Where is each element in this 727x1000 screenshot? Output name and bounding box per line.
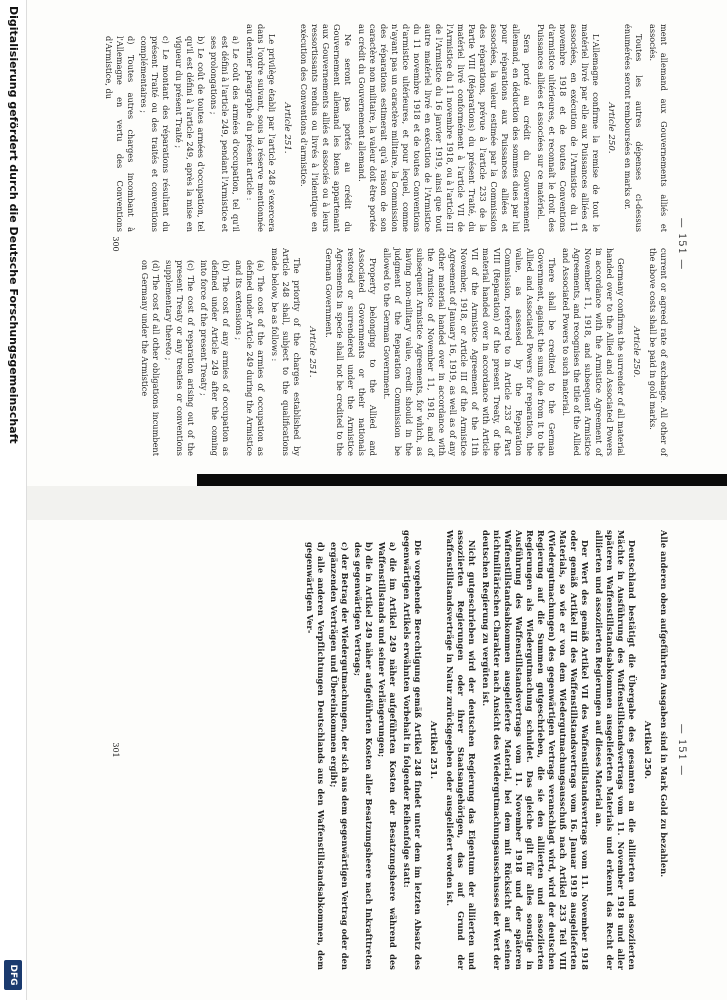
paragraph: Le privilège établi par l'article 248 s'exercera dans l'ordre suivant, sous la réserve mentionnée au dernier paragraphe du présent article : <box>245 24 277 232</box>
page-right <box>111 530 687 970</box>
paragraph: Sera porté au crédit du Gouvernement allemand, en déduction des sommes dues par lui pour réparations aux Puissances alliées et associées, la valeur estimée par la Commission des réparations, prévue à l'article 233 de la Partie VIII (Réparations) du présent Traité, du matériel livré conformément à l'article VII de l'Armistice du 11 novembre 1918, ou à l'article III de l'Armistice du 16 janvier 1919, ainsi que tout autre matériel livré en exécution de l'Armistice du 11 novembre 1918 et de toutes Conventions d'armistice ultérieures, et pour lequel, comme n'ayant pas un caractère militaire, la Commission des réparations estimerait qu'à raison de son caractère non militaire, la valeur doit être portée au crédit du Gouvernement allemand. <box>357 24 532 232</box>
column-english <box>137 248 669 456</box>
article-heading: Artikel 251. <box>428 720 438 780</box>
paragraph: L'Allemagne confirme la remise de tout le matériel livré par elle aux Puissances alliées et associées, en exécution de l'Armistice du 11 novembre 1918 et de toutes Conventions d'armistice ultérieures, et reconnaît le droit des Puissances alliées et associées sur ce matériel. <box>536 24 601 232</box>
page-left <box>104 24 687 464</box>
page-gutter <box>0 486 727 520</box>
paragraph: Toutes les autres dépenses ci-dessus énumérées seront remboursées en marks or. <box>623 24 644 232</box>
list-item: (b) The cost of any armies of occupation as defined under Article 249 after the coming into force of the present Treaty ; <box>199 260 231 456</box>
paragraph: Deutschland bestätigt die Übergabe des gesamten an die alliierten und assoziierten Mächte in Ausführung des Waffenstillstandsvertrags vom 11. November 1918 und aller späteren Waffenstillstandsabkommen ausgelieferten Materials und erkennt das Recht der alliierten und assoziierten Regierungen auf dieses Material an. <box>594 530 637 970</box>
paragraph: Nicht gutgeschrieben wird der deutschen Regierung das Eigentum der alliierten und assoziierten Regierungen oder ihrer Staatsangehörigen, das auf Grund der Waffenstillstandsverträge in Natur zurückgegeben oder ausgeliefert worden ist. <box>445 530 477 970</box>
list-item: c) Le montant des réparations résultant du présent Traité ou des traités et conventions complémentaires ; <box>139 36 171 232</box>
article-heading: Artikel 250. <box>642 720 652 780</box>
list-item: (d) The cost of all other obligations incumbent on Germany under the Armistice <box>140 260 161 456</box>
page-number: — 151 — <box>676 723 687 777</box>
paragraph: ment allemand aux Gouvernements alliés et associés. <box>648 24 669 232</box>
paragraph: Alle anderen oben aufgeführten Ausgaben sind in Mark Gold zu bezahlen. <box>659 530 669 878</box>
credit-bar <box>0 0 27 1000</box>
article-heading: Article 250. <box>606 102 616 154</box>
list-item: b) die in Artikel 249 näher aufgeführten Kosten aller Besatzungsheere nach Inkrafttreten des gegenwärtigen Vertrags; <box>353 542 374 970</box>
article-heading: Article 251. <box>307 326 317 378</box>
column-german <box>302 530 669 970</box>
paragraph: There shall be credited to the German Government, against the sums due from it to the Allied and Associated Powers for reparation, the value, as assessed by the Reparation Commission, referred to in Article 233 of Part VIII (Reparation) of the present Treaty, of the material handed over in accordance with Article VII of the Armistice Agreement of the 11th November, 1918, or Article III of the Armistice Agreement of January 16, 1919, as well as of any other material handed over in accordance with the Armistice of November 11, 1918, and of subsequent Armistice Agreements, for which, as having non-military value, credit should in the judgment of the Reparation Commission be allowed to the German Government. <box>382 248 557 456</box>
article-heading: Article 250. <box>631 326 641 378</box>
list-item: c) der Betrag der Wiedergutmachungen, der sich aus dem gegenwärtigen Vertrag oder den ergänzenden Verträgen und Übereinkommen ergibt; <box>329 542 350 970</box>
list-item: a) Le coût des armées d'occupation, tel qu'il est défini à l'article 249, pendant l'Armistice et ses prolongations ; <box>209 36 241 232</box>
paragraph: Der Wert des gemäß Artikel VII des Waffenstillstandsvertrags vom 11. November 1918 oder gemäß Artikel III des Waffenstillstandsvertrags vom 16. Januar 1919 ausgelieferten Materials, so wie er von dem Wiedergutmachungsausschuß nach Artikel 233 Teil VIII (Wiedergutmachungen) des gegenwärtigen Vertrags veranschlagt wird, wird der deutschen Regierung auf die Summen gutgeschrieben, die sie den alliierten und assoziierten Regierungen als Wiedergutmachung schuldet. Das gleiche gilt für alles sonstige in Ausführung des Waffenstillstandsvertrags vom 11. November 1918 und der späteren Waffenstillstandsabkommen ausgelieferte Material, bei dem mit Rücksicht auf seinen nichtmilitärischen Charakter nach Ansicht des Wiedergutmachungsausschusses der Wert der deutschen Regierung zu vergüten ist. <box>481 530 590 970</box>
article-heading: Article 251. <box>282 102 292 154</box>
column-french <box>101 24 669 232</box>
credit-text: Digitalisierung gefördert durch die Deutsche Forschungsgemeinschaft <box>7 6 20 444</box>
binding-band <box>197 474 727 486</box>
paragraph: Die vorgehende Berechtigung gemäß Artikel 248 findet unter dem im letzten Absatz des gegenwärtigen Artikels erwähnten Vorbehalt in folgender Reihenfolge statt: <box>402 530 423 970</box>
list-item: (a) The cost of the armies of occupation as defined under Article 249 during the Armistice and its extensions ; <box>234 260 266 456</box>
paragraph: Ne seront pas portés au crédit du Gouvernement allemand les biens appartenant aux Gouvernements alliés et associés ou à leurs ressortissants rendus ou livrés à l'identique en exécution des Conventions d'armistice. <box>299 24 353 232</box>
list-item: b) Le coût de toutes armées d'occupation, tel qu'il est défini à l'article 249, après la mise en vigueur du présent Traité ; <box>174 36 206 232</box>
paragraph: current or agreed rate of exchange. All other of the above costs shall be paid in gold marks. <box>648 248 669 456</box>
list-item: d) Toutes autres charges incombant à l'Allemagne en vertu des Conventions d'Armistice, du <box>104 36 136 232</box>
paragraph: The priority of the charges established by Article 248 shall, subject to the qualifications made below, be as follows : <box>270 248 302 456</box>
paragraph: Property belonging to the Allied and Associated Governments or their nationals restored or surrendered under the Armistice Agreements in specie shall not be credited to the German Government. <box>324 248 378 456</box>
page-footer-number: 300 <box>111 236 120 252</box>
list-item: a) die im Artikel 249 näher aufgeführten Kosten der Besatzungsheere während des Waffenstillstands und seiner Verlängerungen; <box>377 542 398 970</box>
list-item: (c) The cost of reparation arising out of the present Treaty or any treaties or conventions supplementary thereto ; <box>164 260 196 456</box>
list-item: d) alle anderen Verpflichtungen Deutschlands aus den Waffenstillstandsabkommen, dem gegenwärtigen Ver- <box>305 542 326 970</box>
page-number: — 151 — <box>676 217 687 271</box>
page-footer-number: 301 <box>111 742 120 758</box>
paragraph: Germany confirms the surrender of all material handed over to the Allied and Associated Powers in accordance with the Armistice Agreement of November 11, 1918, and subsequent Armistice Agreements, and recognises the title of the Allied and Associated Powers to such material. <box>561 248 626 456</box>
dfg-logo: DFG <box>4 960 22 990</box>
